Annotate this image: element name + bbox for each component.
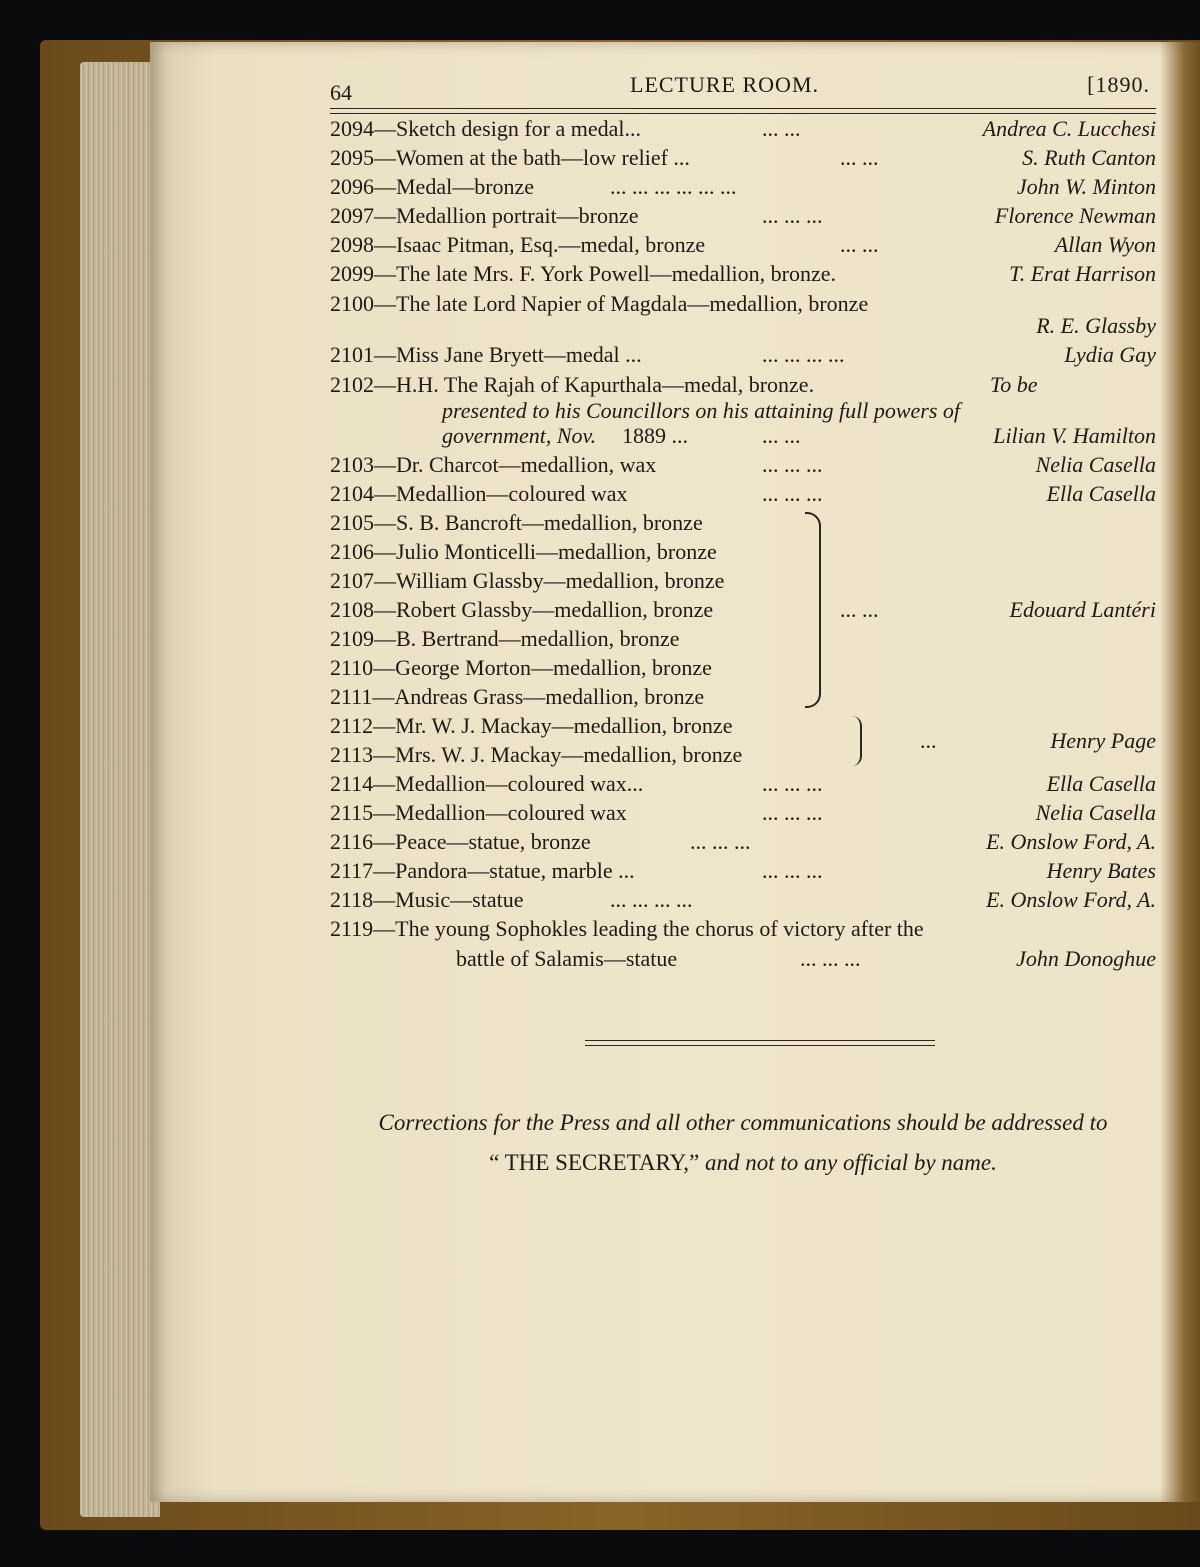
- entry-note: presented to his Councillors on his attaining full powers of: [442, 398, 961, 423]
- entry-year: 1889 ...: [622, 423, 688, 448]
- leader-dots: ... ... ... ...: [610, 887, 693, 912]
- binding-edge: [1160, 42, 1200, 1502]
- entry-title: 2099—The late Mrs. F. York Powell—medallion, bronze.: [330, 261, 837, 286]
- entry-title: 2115—Medallion—coloured wax: [330, 800, 627, 825]
- entry-2103: [330, 452, 1156, 482]
- entry-title: 2113—Mrs. W. J. Mackay—medallion, bronze: [330, 742, 743, 767]
- entry-2098: [330, 232, 1156, 262]
- notice-quote: “: [489, 1150, 500, 1175]
- entry-title: 2117—Pandora—statue, marble ...: [330, 858, 635, 883]
- entry-title: 2111—Andreas Grass—medallion, bronze: [330, 684, 705, 709]
- entry-title: 2112—Mr. W. J. Mackay—medallion, bronze: [330, 713, 733, 738]
- entry-title: 2106—Julio Monticelli—medallion, bronze: [330, 539, 717, 564]
- entry-2102-artist-line: [330, 423, 1156, 453]
- entry-2095: [330, 145, 1156, 175]
- entry-title: 2102—H.H. The Rajah of Kapurthala—medal, bronze.: [330, 372, 815, 397]
- entry-2106: [330, 539, 1156, 569]
- page-header: [330, 72, 1150, 106]
- entry-title: 2109—B. Bertrand—medallion, bronze: [330, 626, 680, 651]
- header-rule: [330, 108, 1156, 114]
- entry-title: 2103—Dr. Charcot—medallion, wax: [330, 452, 657, 477]
- entry-note: To be: [990, 372, 1038, 397]
- entry-2096: [330, 174, 1156, 204]
- entry-title: 2094—Sketch design for a medal...: [330, 116, 641, 141]
- entry-2118: [330, 887, 1156, 917]
- leader-dots: ... ... ... ... ... ...: [610, 174, 737, 199]
- entry-artist: Nelia Casella: [1035, 800, 1156, 825]
- entry-artist: Edouard Lantéri: [1009, 597, 1156, 622]
- header-year: [1890.: [1087, 72, 1150, 97]
- entry-2109: [330, 626, 1156, 656]
- entry-2119: [330, 916, 1156, 946]
- entry-artist: Ella Casella: [1046, 771, 1156, 796]
- page-edges: [80, 62, 160, 1517]
- entry-title: 2107—William Glassby—medallion, bronze: [330, 568, 725, 593]
- entry-title: 2098—Isaac Pitman, Esq.—medal, bronze: [330, 232, 706, 257]
- notice-line-1: Corrections for the Press and all other communications should be addressed to: [378, 1110, 1108, 1135]
- entry-artist: T. Erat Harrison: [1009, 261, 1156, 286]
- leader-dots: ... ... ...: [690, 829, 751, 854]
- entry-2107: [330, 568, 1156, 598]
- entry-title: 2097—Medallion portrait—bronze: [330, 203, 639, 228]
- entry-title: 2108—Robert Glassby—medallion, bronze: [330, 597, 714, 622]
- entry-title: 2101—Miss Jane Bryett—medal ...: [330, 342, 642, 367]
- entry-artist: Ella Casella: [1046, 481, 1156, 506]
- entry-title: 2096—Medal—bronze: [330, 174, 535, 199]
- entry-2099: [330, 261, 1156, 291]
- entry-artist: E. Onslow Ford, A.: [986, 887, 1156, 912]
- entry-2119-artist-line: [330, 946, 1156, 976]
- entry-title: 2116—Peace—statue, bronze: [330, 829, 591, 854]
- notice-rest: and not to any official by name.: [704, 1150, 997, 1175]
- page-number: 64: [330, 80, 352, 105]
- group-brace: [805, 512, 821, 708]
- leader-dots: ... ... ...: [762, 481, 823, 506]
- group-brace: [852, 716, 862, 766]
- entry-artist: Allan Wyon: [1054, 232, 1156, 257]
- entry-artist: John Donoghue: [1016, 946, 1156, 971]
- entry-artist: Lydia Gay: [1064, 342, 1156, 367]
- entry-2108: [330, 597, 1156, 627]
- entry-title: 2095—Women at the bath—low relief ...: [330, 145, 690, 170]
- leader-dots: ... ...: [840, 232, 879, 257]
- leader-dots: ... ...: [762, 423, 801, 448]
- leader-dots: ... ... ...: [762, 771, 823, 796]
- entry-2097: [330, 203, 1156, 233]
- entry-2113: [330, 728, 1156, 772]
- entry-2112: [330, 713, 1156, 743]
- leader-dots: ... ... ...: [762, 800, 823, 825]
- entry-title: 2119—The young Sophokles leading the chorus of victory after the: [330, 916, 924, 941]
- leader-dots: ... ... ...: [762, 858, 823, 883]
- entry-2105: [330, 510, 1156, 540]
- leader-dots: ... ...: [840, 145, 879, 170]
- entry-artist: Lilian V. Hamilton: [993, 423, 1156, 448]
- entry-2114: [330, 771, 1156, 801]
- entry-title-continued: battle of Salamis—statue: [456, 946, 678, 971]
- entry-2117: [330, 858, 1156, 888]
- entry-2111: [330, 684, 1156, 714]
- entry-title: 2114—Medallion—coloured wax...: [330, 771, 644, 796]
- entry-artist: Henry Page: [1050, 728, 1156, 753]
- entry-artist: John W. Minton: [1016, 174, 1156, 199]
- entry-artist: R. E. Glassby: [1036, 313, 1156, 338]
- leader-dots: ... ...: [840, 597, 879, 622]
- entry-title: 2118—Music—statue: [330, 887, 524, 912]
- entry-2101: [330, 342, 1156, 372]
- entry-2094: [330, 116, 1156, 146]
- running-title: LECTURE ROOM.: [630, 72, 819, 97]
- leader-dots: ...: [920, 728, 937, 753]
- leader-dots: ... ... ...: [800, 946, 861, 971]
- entry-2110: [330, 655, 1156, 685]
- section-rule: [585, 1040, 935, 1046]
- entry-note: government, Nov.: [442, 423, 597, 448]
- leader-dots: ... ... ...: [762, 452, 823, 477]
- entry-title: 2110—George Morton—medallion, bronze: [330, 655, 712, 680]
- entry-title: 2104—Medallion—coloured wax: [330, 481, 628, 506]
- entry-2100-artist-line: [330, 313, 1156, 343]
- entry-2104: [330, 481, 1156, 511]
- entry-2116: [330, 829, 1156, 859]
- entry-2115: [330, 800, 1156, 830]
- leader-dots: ... ... ...: [762, 203, 823, 228]
- entry-artist: Henry Bates: [1046, 858, 1156, 883]
- entry-title: 2105—S. B. Bancroft—medallion, bronze: [330, 510, 703, 535]
- leader-dots: ... ...: [762, 116, 801, 141]
- entry-artist: Florence Newman: [994, 203, 1156, 228]
- notice-secretary: THE SECRETARY,”: [504, 1150, 700, 1175]
- entry-artist: S. Ruth Canton: [1022, 145, 1156, 170]
- entry-artist: Andrea C. Lucchesi: [982, 116, 1156, 141]
- entry-artist: E. Onslow Ford, A.: [986, 829, 1156, 854]
- notice-line-2: [330, 1150, 1156, 1176]
- entry-title: 2100—The late Lord Napier of Magdala—medallion, bronze: [330, 291, 869, 316]
- leader-dots: ... ... ... ...: [762, 342, 845, 367]
- entry-artist: Nelia Casella: [1035, 452, 1156, 477]
